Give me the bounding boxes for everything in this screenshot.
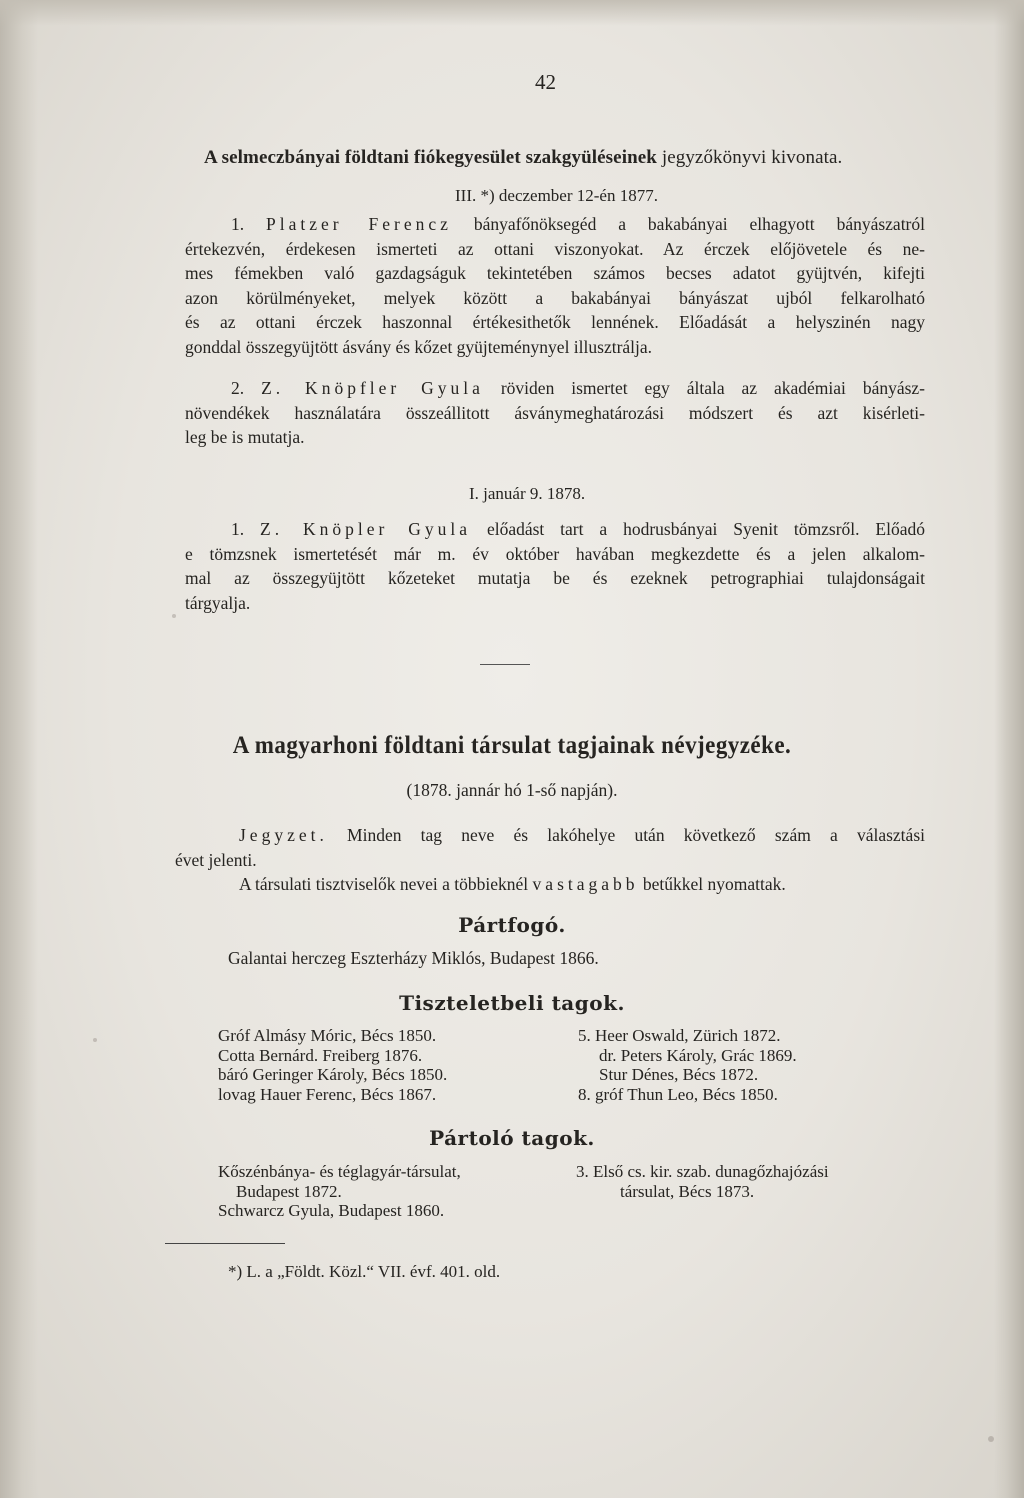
list-item: lovag Hauer Ferenc, Bécs 1867. [218,1084,437,1104]
paragraph-line: értekezvén, érdekesen ismerteti az ottani viszonyokat. Az érczek előjövetele és ne- [185,238,925,259]
text-line: bányafőnöksegéd a bakabányai elhagyott bányászatról [473,214,925,234]
list-item: Stur Dénes, Bécs 1872. [599,1065,759,1084]
paragraph-platzer [185,212,925,359]
list-item: 3. Első cs. kir. szab. dunagőzhajózási [576,1162,829,1181]
honorary-list-left [218,1026,447,1104]
paragraph-knopfler [185,376,925,450]
paragraph-line: évet jelenti. [175,849,257,870]
patron-entry: Galantai herczeg Eszterházy Miklós, Budapest 1866. [228,948,599,968]
paragraph-line: növendékek használatára összeállitott ásványmeghatározási módszert és azt kisérleti- [185,402,925,423]
paragraph-line [185,376,925,401]
page-number: 42 [535,70,556,94]
paragraph-line: mes fémekben való gazdagságuk tekintetében számos becses adatot gyüjtvén, kifejti [185,263,925,283]
paragraph-line: tárgyalja. [185,592,251,613]
note-label: Jegyzet. [239,825,328,845]
page-shadow-top [0,0,1024,26]
section-divider [480,664,530,665]
paragraph-line: gonddal összegyüjtött ásvány és kőzet gyüjteménynyel illusztrálja. [185,336,653,357]
paragraph-knopler-syenit [185,517,925,615]
list-item: 8. gróf Thun Leo, Bécs 1850. [578,1084,778,1104]
person-name: Z. Knöpfler Gyula [261,378,484,398]
paragraph-line [185,823,925,848]
text-line: előadást tart a hodrusbányai Syenit tömzsről. Előadó [486,519,925,539]
list-item: báró Geringer Károly, Bécs 1850. [218,1065,448,1084]
list-item: Budapest 1872. [236,1181,342,1201]
supporting-list-right [576,1162,829,1201]
membership-list-subtitle: (1878. jannár hó 1-ső napján). [406,780,618,800]
list-item: dr. Peters Károly, Grác 1869. [599,1045,797,1065]
ink-speck [172,614,176,618]
ink-speck [988,1436,994,1442]
paragraph-line: azon körülményeket, melyek között a bakabányai bányászat ujból felkarolható [185,287,925,308]
spaced-word: vastagabb [532,874,639,894]
paragraph-line: leg be is mutatja. [185,427,305,447]
text-line: betűkkel nyomattak. [642,874,786,894]
person-name: Z. Knöpler Gyula [260,519,472,539]
footnote: *) L. a „Földt. Közl.“ VII. évf. 401. old. [228,1262,501,1281]
membership-list-title: A magyarhoni földtani társulat tagjainak névjegyzéke. [232,732,792,759]
list-item: Gróf Almásy Móric, Bécs 1850. [218,1026,437,1045]
text-line: A társulati tisztviselők nevei a többieknél [239,874,529,894]
footnote-rule [165,1243,285,1244]
list-item: Cotta Bernárd. Freiberg 1876. [218,1045,423,1065]
item-number: 1. [231,214,245,234]
supporting-members-heading: Pártoló tagok. [429,1126,595,1150]
paragraph-line: és az ottani érczek haszonnal értékesithetők lennének. Előadását a helyszinén nagy [185,312,925,332]
list-item: társulat, Bécs 1873. [620,1181,755,1201]
page-shadow-left [0,0,38,1498]
list-item: Schwarcz Gyula, Budapest 1860. [218,1201,445,1220]
text-line: röviden ismertet egy általa az akadémiai bányász- [500,378,926,398]
paragraph-line [185,517,925,542]
item-number: 2. [231,378,245,398]
ink-speck [93,1038,97,1042]
honorary-list-right [578,1026,797,1104]
honorary-members-heading: Tiszteletbeli tagok. [399,991,625,1015]
section-title [204,147,842,169]
paragraph-line: e tömzsnek ismertetését már m. év október havában megkezdette és a jelen alkalom- [185,543,925,564]
list-item: Kőszénbánya- és téglagyár-társulat, [218,1162,461,1181]
paragraph-line [185,872,925,897]
list-item: 5. Heer Oswald, Zürich 1872. [578,1026,781,1045]
paragraph-line [185,212,925,237]
person-name: Platzer Ferencz [266,214,452,234]
section-title-bold: A selmeczbányai földtani fiókegyesület szakgyüléseinek [204,147,657,168]
supporting-list-left [218,1162,461,1221]
section-title-rest: jegyzőkönyvi kivonata. [661,147,843,168]
text-line: Minden tag neve és lakóhelye után következő szám a választási [347,825,925,845]
page-shadow-right [994,0,1024,1498]
patron-heading: Pártfogó. [458,913,566,937]
item-number: 1. [231,519,245,539]
paragraph-line: mal az összegyüjtött kőzeteket mutatja be és ezeknek petrographiai tulajdonságait [185,568,925,588]
note-paragraph [175,823,925,897]
meeting-date-1: III. *) deczember 12-én 1877. [455,186,658,205]
meeting-date-2: I. január 9. 1878. [469,484,586,503]
